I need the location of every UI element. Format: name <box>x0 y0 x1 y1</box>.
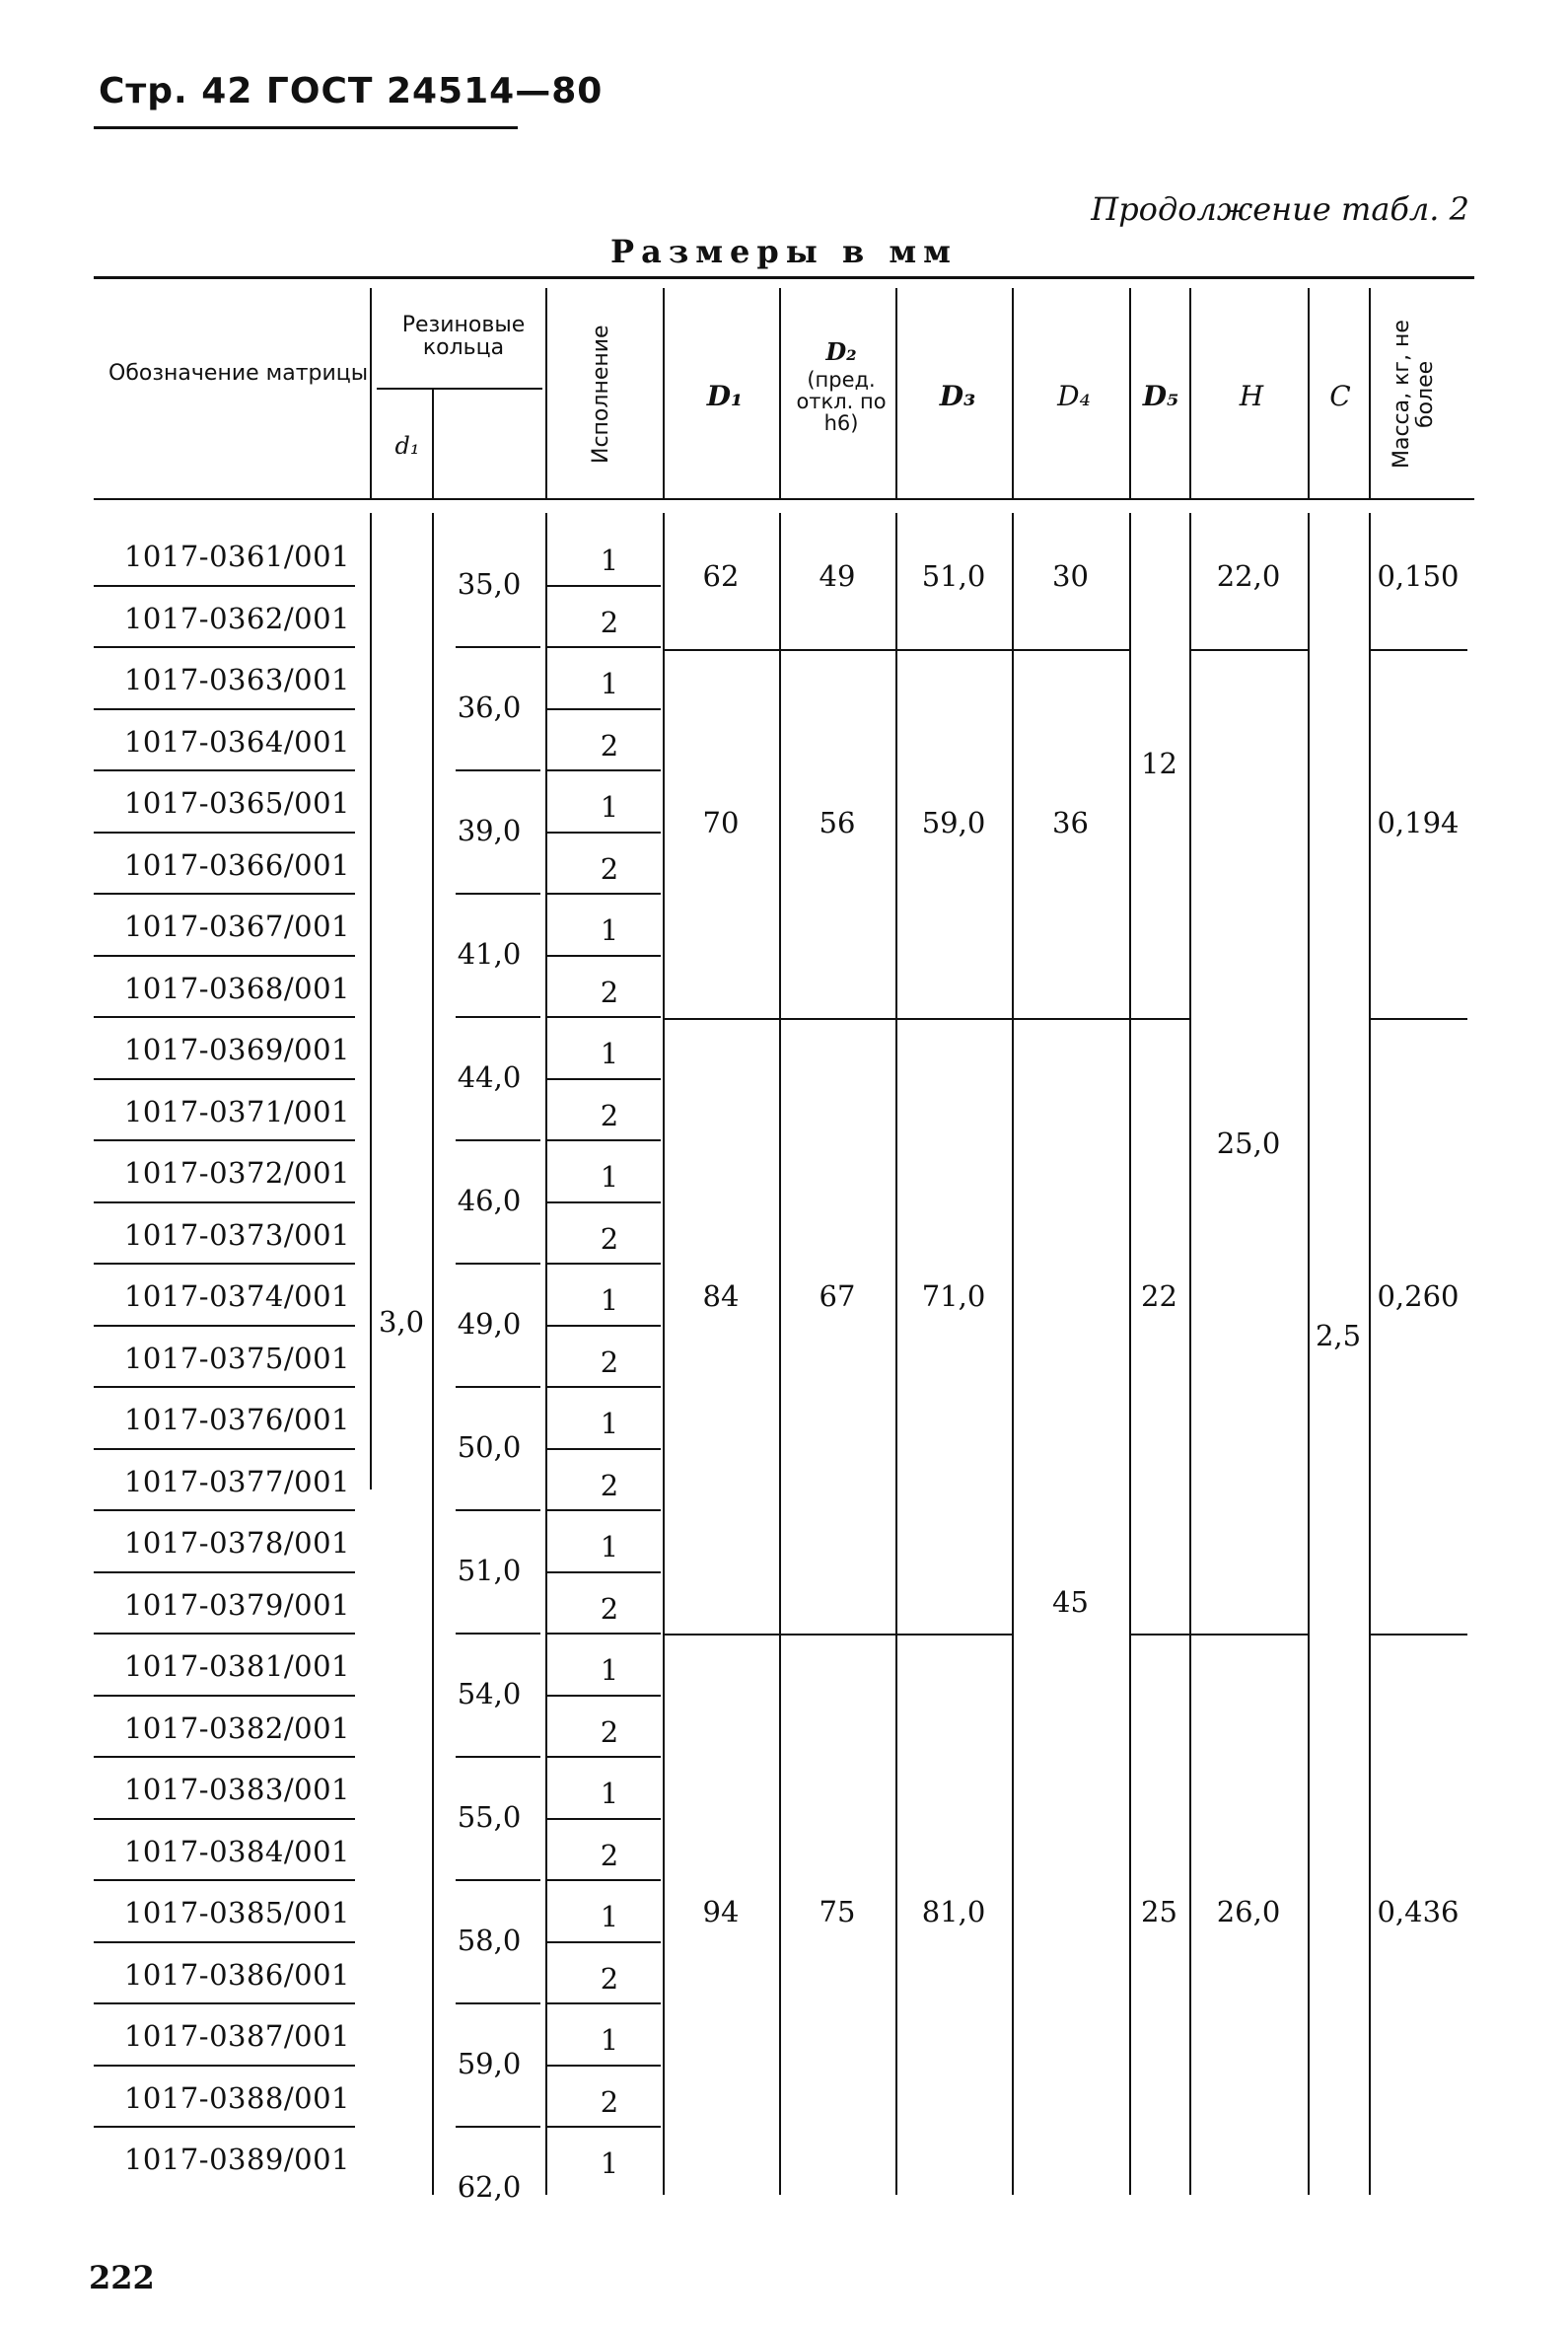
d1-value: 3,0 <box>378 1305 425 1339</box>
body-divider <box>1012 513 1014 2195</box>
table-row-version: 2 <box>600 2084 619 2119</box>
group1-mass: 0,150 <box>1377 559 1460 593</box>
table-row-code: 1017-0361/001 <box>123 540 350 573</box>
table-row-code: 1017-0371/001 <box>123 1094 350 1128</box>
ring-rule <box>456 1263 540 1265</box>
table-row-version: 1 <box>600 2023 619 2057</box>
row-rule <box>94 1879 355 1881</box>
table-row-code: 1017-0373/001 <box>123 1217 350 1252</box>
ring-rule <box>456 1139 540 1141</box>
ring-diameter: 55,0 <box>457 1800 522 1834</box>
ring-rule <box>456 1879 540 1881</box>
row-rule <box>94 2126 355 2128</box>
row-rule <box>94 1139 355 1141</box>
ring-rule <box>456 1386 540 1388</box>
row-rule <box>547 1139 661 1141</box>
group2-mass: 0,194 <box>1377 806 1460 839</box>
table-row-version: 1 <box>600 2146 619 2180</box>
group1-D3: 51,0 <box>921 559 986 593</box>
row-rule <box>94 646 355 648</box>
ring-diameter: 39,0 <box>457 814 522 847</box>
row-rule <box>547 1818 661 1820</box>
ring-diameter: 50,0 <box>457 1430 522 1464</box>
group3-D3: 71,0 <box>921 1279 986 1313</box>
row-rule <box>547 1756 661 1758</box>
ring-diameter: 46,0 <box>457 1184 522 1217</box>
row-rule <box>547 2126 661 2128</box>
col-divider <box>432 390 434 498</box>
col-divider <box>779 288 781 498</box>
table-row-version: 1 <box>600 913 619 947</box>
ring-rule <box>456 769 540 771</box>
table-row-version: 2 <box>600 1591 619 1626</box>
row-rule <box>94 1941 355 1943</box>
group1-D2: 49 <box>819 559 856 593</box>
header-d1: d₁ <box>394 432 420 460</box>
ring-rule <box>456 893 540 895</box>
ring-diameter: 41,0 <box>457 937 522 971</box>
body-divider <box>370 513 372 1490</box>
row-rule <box>547 1879 661 1881</box>
units-label: Размеры в мм <box>610 233 958 270</box>
table-row-version: 1 <box>600 1653 619 1687</box>
col-divider <box>1369 288 1371 498</box>
table-row-version: 2 <box>600 1468 619 1502</box>
group4-D1: 94 <box>702 1895 740 1928</box>
page-number: 222 <box>89 2259 155 2296</box>
row-rule <box>94 1201 355 1203</box>
continuation-label: Продолжение табл. 2 <box>1091 190 1469 228</box>
group-rule <box>663 1634 1013 1635</box>
row-rule <box>547 646 661 648</box>
row-rule <box>94 708 355 710</box>
ring-rule <box>456 1016 540 1018</box>
group2-D2: 56 <box>819 806 856 839</box>
row-rule <box>94 585 355 587</box>
ring-diameter: 62,0 <box>457 2170 522 2204</box>
row-rule <box>94 1386 355 1388</box>
ring-diameter: 59,0 <box>457 2047 522 2080</box>
table-row-version: 1 <box>600 667 619 700</box>
header-D1: D₁ <box>706 380 744 412</box>
table-row-version: 1 <box>600 1160 619 1194</box>
table-row-code: 1017-0368/001 <box>123 971 350 1005</box>
table-row-version: 2 <box>600 728 619 763</box>
group1-H: 22,0 <box>1216 559 1281 593</box>
table-row-code: 1017-0365/001 <box>123 786 350 820</box>
row-rule <box>547 2065 661 2067</box>
row-rule <box>94 1016 355 1018</box>
table-row-version: 1 <box>600 1037 619 1070</box>
table-row-code: 1017-0381/001 <box>123 1649 350 1683</box>
body-divider <box>1308 513 1310 2195</box>
row-rule <box>94 2065 355 2067</box>
rings-subheader-rule <box>377 388 542 390</box>
header-bottom-rule <box>94 498 1474 500</box>
ring-rule <box>456 2126 540 2128</box>
group3-D4: 45 <box>1052 1585 1089 1619</box>
table-row-code: 1017-0367/001 <box>123 909 350 943</box>
table-row-code: 1017-0374/001 <box>123 1279 350 1313</box>
row-rule <box>94 2002 355 2004</box>
header-D2: D₂ <box>825 337 857 366</box>
header-H: H <box>1239 380 1264 412</box>
table-row-code: 1017-0388/001 <box>123 2080 350 2115</box>
row-rule <box>94 1633 355 1635</box>
row-rule <box>547 1633 661 1635</box>
row-rule <box>94 832 355 834</box>
group-rule <box>1369 1018 1467 1020</box>
group-rule <box>663 1018 1189 1020</box>
table-row-code: 1017-0362/001 <box>123 601 350 635</box>
header-designation: Обозначение матрицы <box>108 361 369 386</box>
body-divider <box>895 513 897 2195</box>
row-rule <box>547 1941 661 1943</box>
header-C: C <box>1329 380 1351 412</box>
row-rule <box>547 1448 661 1450</box>
row-rule <box>94 769 355 771</box>
group2-D3: 59,0 <box>921 806 986 839</box>
group3-H: 25,0 <box>1216 1127 1281 1160</box>
col-divider <box>1012 288 1014 498</box>
col-divider <box>1189 288 1191 498</box>
page-header: Стр. 42 ГОСТ 24514—80 <box>99 71 604 111</box>
ring-rule <box>456 1633 540 1635</box>
body-divider <box>663 513 665 2195</box>
table-row-version: 2 <box>600 1714 619 1749</box>
group4-mass: 0,436 <box>1377 1895 1460 1928</box>
row-rule <box>547 1509 661 1511</box>
row-rule <box>94 1263 355 1265</box>
ring-diameter: 54,0 <box>457 1677 522 1710</box>
ring-diameter: 36,0 <box>457 691 522 724</box>
table-row-code: 1017-0377/001 <box>123 1464 350 1498</box>
row-rule <box>547 955 661 957</box>
table-row-code: 1017-0363/001 <box>123 663 350 696</box>
table-row-code: 1017-0378/001 <box>123 1526 350 1560</box>
header-D4: D₄ <box>1057 380 1091 412</box>
ring-diameter: 51,0 <box>457 1554 522 1587</box>
col-divider <box>1129 288 1131 498</box>
row-rule <box>547 2002 661 2004</box>
table-row-code: 1017-0364/001 <box>123 724 350 759</box>
group-rule <box>1129 1634 1308 1635</box>
table-row-version: 1 <box>600 1407 619 1440</box>
row-rule <box>547 1078 661 1080</box>
row-rule <box>547 585 661 587</box>
table-row-version: 2 <box>600 605 619 639</box>
ring-diameter: 58,0 <box>457 1924 522 1957</box>
row-rule <box>547 1263 661 1265</box>
row-rule <box>547 1325 661 1327</box>
table-row-code: 1017-0386/001 <box>123 1957 350 1992</box>
group4-D2: 75 <box>819 1895 856 1928</box>
table-row-code: 1017-0376/001 <box>123 1403 350 1436</box>
row-rule <box>94 1756 355 1758</box>
c-value: 2,5 <box>1315 1319 1362 1352</box>
group4-H: 26,0 <box>1216 1895 1281 1928</box>
table-row-version: 2 <box>600 1098 619 1132</box>
table-row-version: 1 <box>600 1283 619 1317</box>
group3-D1: 84 <box>702 1279 740 1313</box>
row-rule <box>547 832 661 834</box>
ring-rule <box>456 1509 540 1511</box>
body-divider <box>1369 513 1371 2195</box>
row-rule <box>547 1571 661 1573</box>
ring-diameter: 35,0 <box>457 567 522 601</box>
col-divider <box>663 288 665 498</box>
group1-D4: 30 <box>1052 559 1089 593</box>
body-divider <box>779 513 781 2195</box>
table-row-code: 1017-0387/001 <box>123 2019 350 2053</box>
row-rule <box>94 1448 355 1450</box>
ring-diameter: 44,0 <box>457 1060 522 1094</box>
table-row-version: 1 <box>600 1777 619 1810</box>
group3-D5: 22 <box>1141 1279 1177 1313</box>
group3-mass: 0,260 <box>1377 1279 1460 1313</box>
row-rule <box>547 1386 661 1388</box>
ring-rule <box>456 646 540 648</box>
table-row-version: 2 <box>600 1961 619 1996</box>
header-D2-note: (пред. откл. по h6) <box>796 368 887 436</box>
header-rubber-rings: Резиновые кольца <box>401 313 526 361</box>
row-rule <box>547 1695 661 1697</box>
table-row-code: 1017-0366/001 <box>123 847 350 882</box>
row-rule <box>547 1016 661 1018</box>
table-row-version: 1 <box>600 544 619 577</box>
row-rule <box>94 955 355 957</box>
row-rule <box>547 708 661 710</box>
header-mass: Масса, кг, не более <box>1390 320 1439 470</box>
row-rule <box>94 893 355 895</box>
table-row-code: 1017-0372/001 <box>123 1156 350 1190</box>
table-row-version: 2 <box>600 1221 619 1256</box>
table-row-code: 1017-0369/001 <box>123 1033 350 1066</box>
col-divider <box>1308 288 1310 498</box>
group3-D2: 67 <box>819 1279 856 1313</box>
table-row-code: 1017-0383/001 <box>123 1773 350 1806</box>
group4-D3: 81,0 <box>921 1895 986 1928</box>
row-rule <box>94 1325 355 1327</box>
body-divider <box>1189 513 1191 2195</box>
header-D5: D₅ <box>1142 380 1179 412</box>
table-row-version: 1 <box>600 790 619 824</box>
col-divider <box>370 288 372 498</box>
row-rule <box>94 1818 355 1820</box>
table-row-code: 1017-0379/001 <box>123 1587 350 1622</box>
ring-rule <box>456 2002 540 2004</box>
table-row-code: 1017-0384/001 <box>123 1834 350 1868</box>
table-row-code: 1017-0385/001 <box>123 1896 350 1929</box>
row-rule <box>547 1201 661 1203</box>
row-rule <box>94 1695 355 1697</box>
group-rule <box>1369 1634 1467 1635</box>
row-rule <box>94 1078 355 1080</box>
group1-D1: 62 <box>702 559 740 593</box>
ring-rule <box>456 1756 540 1758</box>
group4-D5: 25 <box>1141 1895 1177 1928</box>
table-row-version: 2 <box>600 851 619 886</box>
table-row-version: 2 <box>600 1838 619 1872</box>
table-row-code: 1017-0389/001 <box>123 2143 350 2176</box>
table-row-version: 2 <box>600 1345 619 1379</box>
table-top-rule <box>94 276 1474 279</box>
ring-diameter: 49,0 <box>457 1307 522 1341</box>
table-row-code: 1017-0375/001 <box>123 1341 350 1375</box>
header-rule <box>94 126 518 129</box>
group-rule <box>663 649 1129 651</box>
row-rule <box>547 769 661 771</box>
row-rule <box>94 1509 355 1511</box>
group2-D1: 70 <box>702 806 740 839</box>
row-rule <box>94 1571 355 1573</box>
header-D3: D₃ <box>939 380 976 412</box>
table-row-version: 1 <box>600 1900 619 1933</box>
group-rule <box>1369 649 1467 651</box>
row-rule <box>547 893 661 895</box>
table-row-code: 1017-0382/001 <box>123 1710 350 1745</box>
group-rule <box>1189 649 1308 651</box>
col-divider <box>895 288 897 498</box>
group2-D4: 36 <box>1052 806 1089 839</box>
table-row-version: 1 <box>600 1530 619 1563</box>
group2-D5: 12 <box>1141 747 1177 780</box>
header-version: Исполнение <box>589 325 613 465</box>
table-row-version: 2 <box>600 975 619 1009</box>
